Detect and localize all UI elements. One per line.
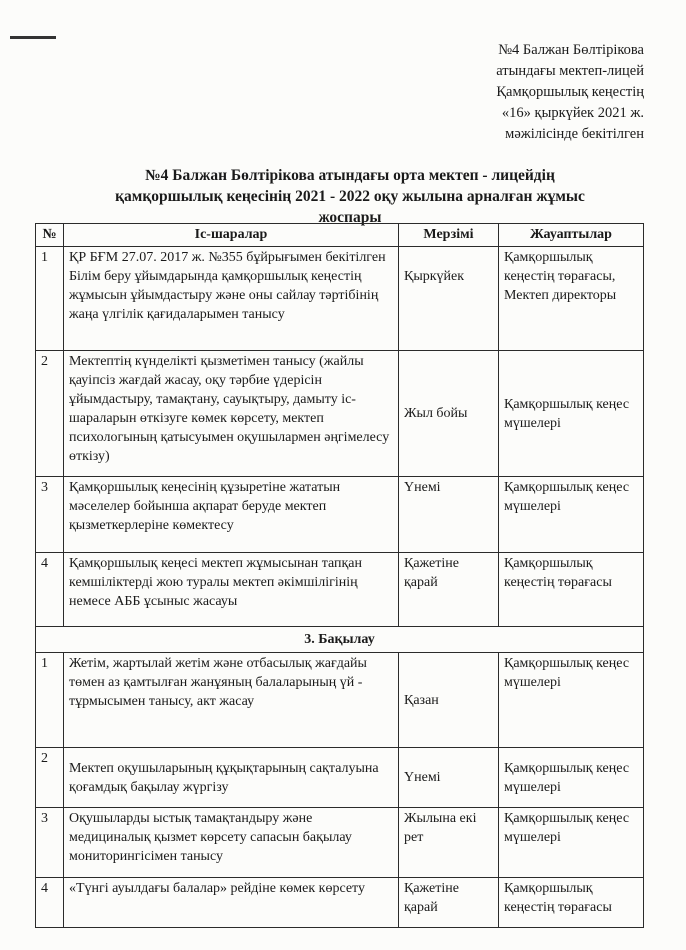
row-num: 4: [36, 878, 64, 928]
approval-line: «16» қыркүйек 2021 ж.: [501, 105, 644, 121]
row-num: 4: [36, 553, 64, 627]
row-responsible: Қамқоршылық кеңестің төрағасы, Мектеп директоры: [499, 247, 644, 351]
table-row: [36, 351, 644, 477]
row-activity: ҚР БҒМ 27.07. 2017 ж. №355 бұйрығымен бекітілген Білім беру ұйымдарында қамқоршылық кеңестің жұмысын ұйымдастыру және оны сайлау тәртібінің жаңа үлгілік қағидаларымен танысу: [64, 247, 399, 351]
row-activity: Қамқоршылық кеңесі мектеп жұмысынан тапқан кемшіліктерді жою туралы мектеп әкімшілігінің немесе АББ ұсыныс жасауы: [64, 553, 399, 627]
row-deadline: Қажетіне қарай: [399, 553, 499, 627]
header-num: №: [36, 224, 64, 247]
row-activity: Мектептің күнделікті қызметімен танысу (жайлы қауіпсіз жағдай жасау, оқу тәрбие үдерісін ұйымдастыру, тамақтану, сауықтыру, дамыту іс-шараларын өткізуге көмек көрсету, мектеп психологының қатысуымен оқушылармен әңгімелесу өткізу): [64, 351, 399, 477]
scan-mark: [10, 36, 56, 39]
table-row: [36, 808, 644, 878]
title-line: №4 Балжан Бөлтірікова атындағы орта мектеп - лицейдің: [145, 167, 555, 184]
work-plan-table: [35, 223, 644, 928]
row-activity: «Түнгі ауылдағы балалар» рейдіне көмек көрсету: [64, 878, 399, 928]
title-line: жоспары: [318, 209, 382, 226]
header-activity: Іс-шаралар: [64, 224, 399, 247]
row-deadline: Үнемі: [399, 477, 499, 553]
approval-line: Қамқоршылық кеңестің: [496, 84, 644, 100]
approval-stamp: [444, 40, 644, 145]
table-header-row: [36, 224, 644, 247]
row-responsible: Қамқоршылық кеңес мүшелері: [499, 748, 644, 808]
table-row: [36, 653, 644, 748]
row-num: 2: [36, 748, 64, 808]
row-deadline: Қыркүйек: [399, 247, 499, 351]
row-responsible: Қамқоршылық кеңес мүшелері: [499, 351, 644, 477]
section-row: [36, 627, 644, 653]
approval-line: мәжілісінде бекітілген: [505, 126, 644, 142]
row-num: 1: [36, 653, 64, 748]
row-responsible: Қамқоршылық кеңес мүшелері: [499, 477, 644, 553]
row-num: 3: [36, 477, 64, 553]
title-line: қамқоршылық кеңесінің 2021 - 2022 оқу жылына арналған жұмыс: [115, 188, 585, 205]
row-num: 2: [36, 351, 64, 477]
row-activity: Қамқоршылық кеңесінің құзыретіне жататын мәселелер бойынша ақпарат беруде мектеп қызметкерлеріне көмектесу: [64, 477, 399, 553]
row-activity: Оқушыларды ыстық тамақтандыру және медициналық қызмет көрсету сапасын бақылау мониторингісімен танысу: [64, 808, 399, 878]
header-deadline: Мерзімі: [399, 224, 499, 247]
row-deadline: Жылына екі рет: [399, 808, 499, 878]
row-deadline: Жыл бойы: [399, 351, 499, 477]
row-responsible: Қамқоршылық кеңестің төрағасы: [499, 878, 644, 928]
row-deadline: Үнемі: [399, 748, 499, 808]
section-title: 3. Бақылау: [36, 627, 644, 653]
row-responsible: Қамқоршылық кеңес мүшелері: [499, 808, 644, 878]
document-title: [60, 165, 640, 228]
approval-line: №4 Балжан Бөлтірікова: [498, 42, 644, 58]
row-deadline: Қазан: [399, 653, 499, 748]
header-responsible: Жауаптылар: [499, 224, 644, 247]
approval-line: атындағы мектеп-лицей: [496, 63, 644, 79]
table-row: [36, 247, 644, 351]
row-responsible: Қамқоршылық кеңес мүшелері: [499, 653, 644, 748]
table-row: [36, 878, 644, 928]
table-row: [36, 553, 644, 627]
row-responsible: Қамқоршылық кеңестің төрағасы: [499, 553, 644, 627]
table-row: [36, 748, 644, 808]
row-activity: Жетім, жартылай жетім және отбасылық жағдайы төмен аз қамтылған жанұяның балаларының үй - тұрмысымен танысу, акт жасау: [64, 653, 399, 748]
row-activity: Мектеп оқушыларының құқықтарының сақталуына қоғамдық бақылау жүргізу: [64, 748, 399, 808]
row-deadline: Қажетіне қарай: [399, 878, 499, 928]
row-num: 3: [36, 808, 64, 878]
row-num: 1: [36, 247, 64, 351]
table-row: [36, 477, 644, 553]
